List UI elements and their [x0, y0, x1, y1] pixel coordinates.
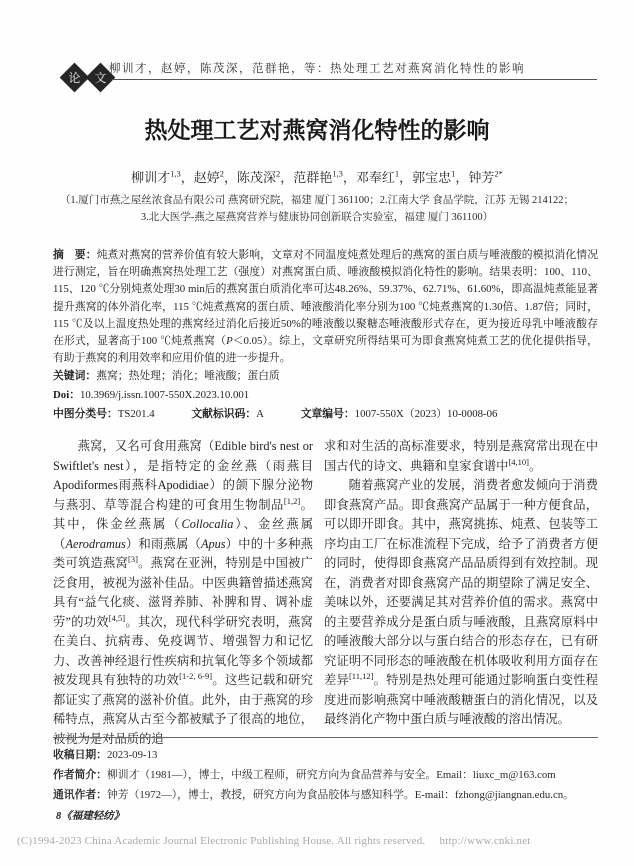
received-date-value: 2023-09-13: [106, 749, 158, 761]
affiliations: [0, 192, 634, 226]
doc-code-label: 文献标识码：: [191, 407, 257, 420]
doi-line: [53, 386, 598, 405]
cnki-copyright-banner: (C)1994-2023 China Academic Journal Electronic Publishing House. All rights reserved. http://www.cnki.net: [17, 835, 531, 847]
clc-label: 中图分类号：: [53, 407, 118, 420]
left-column: [53, 437, 313, 749]
article-no-label: 文章编号：: [300, 407, 355, 420]
category-badge-lun-label: 论: [68, 71, 81, 85]
corresponding-author-text: 钟芳（1972—），博士，教授，研究方向为食品胶体与感知科学。E-mail：fzhong@jiangnan.edu.cn。: [106, 789, 574, 801]
author-bio-line: [53, 765, 598, 785]
header-rule: [112, 79, 597, 80]
received-date-line: [53, 745, 598, 765]
running-head: 柳训才，赵婷，陈茂深，范群艳，等：热处理工艺对燕窝消化特性的影响: [109, 63, 525, 75]
keywords-text: 燕窝；热处理；消化；唾液酸；蛋白质: [96, 370, 280, 383]
doi-value: 10.3969/j.issn.1007-550X.2023.10.001: [80, 389, 250, 402]
footnote-block: [53, 737, 598, 805]
author-line: 柳训才$^{1,3}$，赵婷$^2$，陈茂深$^2$，范群艳$^{1,3}$，邓奉红$^1$，郭宝忠$^1$，钟芳$^{2*}$: [131, 168, 503, 185]
author-bio-text: 柳训才（1981—），博士，中级工程师，研究方向为食品营养与安全。Email：liuxc_m@163.com: [106, 769, 556, 781]
body-paragraph: 求和对生活的高标准要求，特别是燕窝常出现在中国古代的诗文、典籍和皇家食谱中[4,10]。: [324, 439, 598, 473]
classification-line: [53, 405, 598, 424]
affiliation-line-1: （1.厦门市燕之屋丝浓食品有限公司 燕窝研究院，福建 厦门 361100；2.江南大学 食品学院，江苏 无锡 214122；: [59, 195, 575, 206]
affiliation-line-2: 3.北大医学-燕之屋燕窝营养与健康协同创新联合实验室，福建 厦门 361100）: [140, 212, 494, 223]
body-paragraph: 燕窝，又名可食用燕窝（Edible bird's nest or Swiftlet's nest），是指特定的金丝燕（雨燕目Apodiformes雨燕科Apodidiae）的颌下腺分泌物与燕羽、草等混合构建的可食用生物制品[1,2]。其中，侏金丝燕属（Collocalia）、金丝燕属（Aerodramus）和雨燕属（Apus）中的十多种燕类可筑造燕窝[3]。燕窝在亚洲，特别是中国被广泛食用，被视为滋补佳品。中医典籍曾描述燕窝具有“益气化痰、滋肾养肺、补脾和胃、调补虚劳”的功效[4,5]。其次，现代科学研究表明，燕窝在美白、抗病毒、免疫调节、增强智力和记忆力、改善神经退行性疾病和抗氧化等多个领域都被发现具有独特的功效[1-2, 6-9]。这些记载和研究都证实了燕窝的滋补价值。此外，由于燕窝的珍稀特点，燕窝从古至今都被赋予了很高的地位，被视为是对品质的追: [53, 439, 313, 746]
author-bio-label: 作者简介：: [53, 769, 107, 781]
abstract-block: [53, 247, 598, 423]
clc-value: TS201.4: [117, 407, 155, 420]
corresponding-author-label: 通讯作者：: [53, 789, 107, 801]
doc-code-value: A: [256, 407, 264, 420]
received-date-label: 收稿日期：: [53, 749, 107, 761]
article-no-value: 1007-550X（2023）10-0008-06: [354, 407, 498, 420]
keywords-line: [53, 367, 598, 386]
abstract-text: 摘 要：炖煮对燕窝的营养价值有较大影响，文章对不同温度炖煮处理后的燕窝的蛋白质与唾液酸的模拟消化情况进行测定，旨在明确燕窝热处理工艺（强度）对燕窝蛋白质、唾液酸模拟消化特性的影响。结果表明：100、110、115、120 ℃分别炖煮处理30 min后的燕窝蛋白质消化率可达48.26%、59.37%、62.71%、61.60%，即高温炖煮能显著提升燕窝的体外消化率，115 ℃炖煮燕窝的蛋白质、唾液酸消化率分别为100 ℃炖煮燕窝的1.30倍、1.87倍；同时，115 ℃及以上温度热处理的燕窝经过消化后接近50%的唾液酸以聚糖态唾液酸形式存在，更为接近母乳中唾液酸存在形式，显著高于100 ℃炖煮燕窝（P＜0.05）。综上，文章研究所得结果可为即食燕窝炖煮工艺的优化提供指导，有助于燕窝的利用效率和应用价值的进一步提升。: [53, 249, 598, 365]
keywords-label: 关键词：: [53, 370, 97, 383]
body-columns: [53, 437, 598, 749]
page-number-journal: 8《福建轻纺》: [56, 811, 125, 822]
paper-title: 热处理工艺对燕窝消化特性的影响: [144, 117, 490, 143]
corresponding-author-line: [53, 785, 598, 805]
right-column: [324, 437, 598, 749]
body-paragraph: 随着燕窝产业的发展，消费者愈发倾向于消费即食燕窝产品。即食燕窝产品属于一种方便食品，可以即开即食。其中，燕窝挑拣、炖煮、包装等工序均由工厂在标准流程下完成，给予了消费者方便的同时，使得即食燕窝产品品质得到有效控制。现在，消费者对即食燕窝产品的期望除了满足安全、美味以外，还要满足其对营养价值的需求。燕窝中的主要营养成分是蛋白质与唾液酸，且燕窝原料中的唾液酸大部分以与蛋白结合的形态存在，已有研究证明不同形态的唾液酸在机体吸收利用方面存在差异[11,12]。特别是热处理可能通过影响蛋白变性程度进而影响燕窝中唾液酸糖蛋白的消化情况，以及最终消化产物中蛋白质与唾液酸的溶出情况。: [324, 478, 598, 726]
category-badge-wen-label: 文: [94, 71, 107, 85]
doi-label: Doi：: [53, 389, 80, 402]
